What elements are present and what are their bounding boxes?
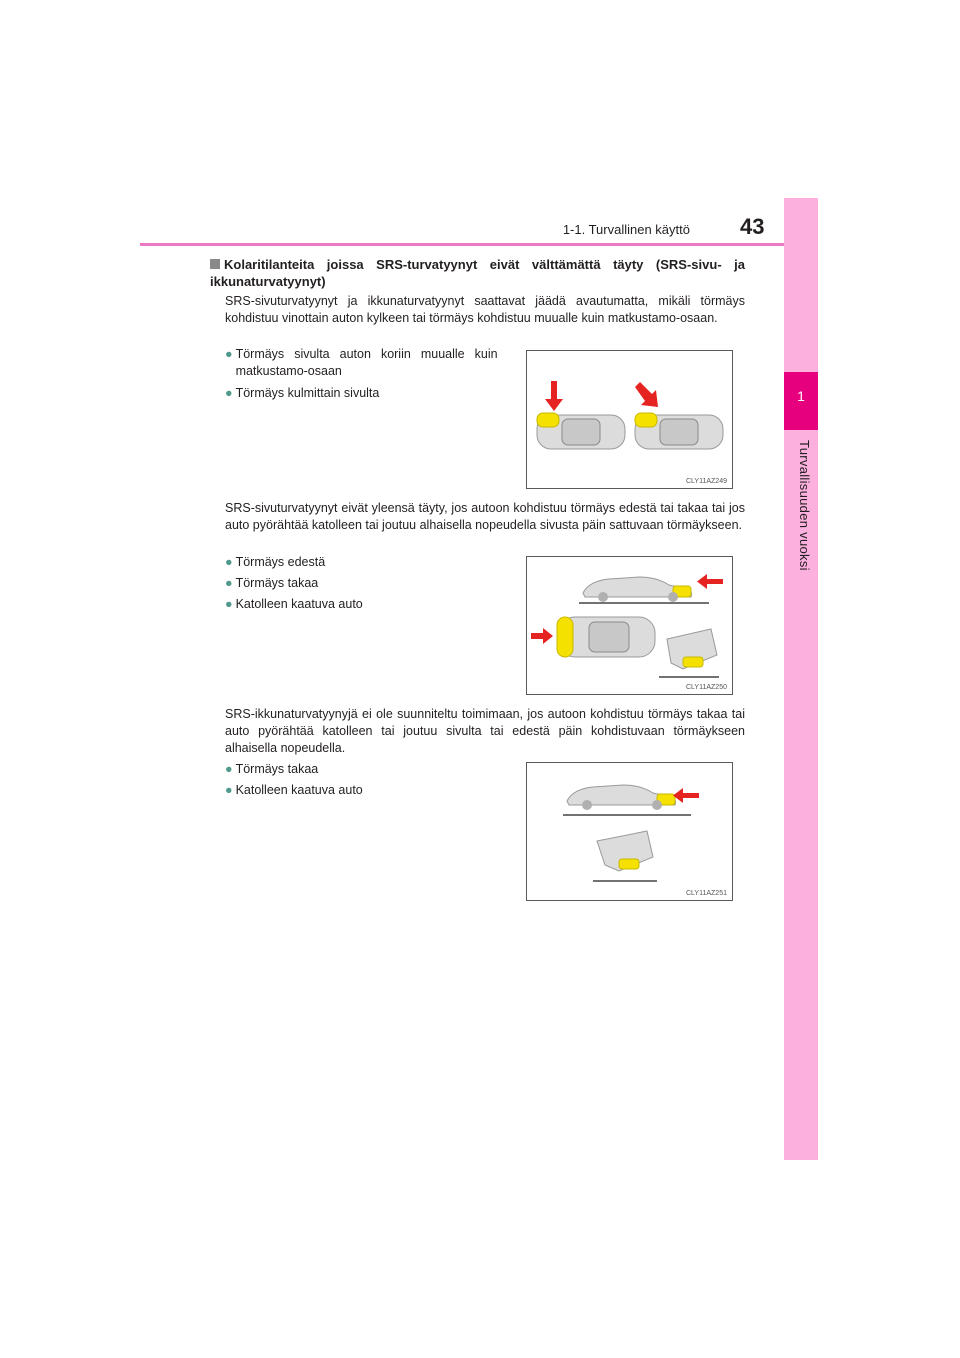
car-side-view xyxy=(579,577,709,603)
impact-arrow-icon xyxy=(545,381,563,411)
car-top-view xyxy=(537,413,625,449)
car-rollover xyxy=(659,629,719,677)
bullet-dot-icon: ● xyxy=(225,783,233,797)
figure-side-impact xyxy=(526,350,733,489)
paragraph-2: SRS-sivuturvatyynyt eivät yleensä täyty, jos autoon kohdistuu törmäys edestä tai takaa tai jos auto pyörähtää katolleen tai joutuu alhaisella nopeudella sivusta päin sattuvaan törmäykseen. xyxy=(225,501,745,532)
impact-arrow-icon xyxy=(673,788,699,803)
impact-arrow-icon xyxy=(531,628,553,644)
chapter-title: Turvallisuuden vuoksi xyxy=(797,440,812,571)
paragraph-3: SRS-ikkunaturvatyynyjä ei ole suunniteltu toimimaan, jos autoon kohdistuu törmäys takaa tai auto pyörähtää katolleen tai joutuu sivulta tai edestä päin kohdistuvaan törmäykseen alhaisella nopeudella. xyxy=(225,707,745,755)
bullet-dot-icon: ● xyxy=(225,555,233,569)
section-heading xyxy=(210,256,745,290)
figure-rear-rollover xyxy=(526,762,733,901)
bullet-dot-icon: ● xyxy=(225,762,233,776)
impact-arrow-icon xyxy=(697,574,723,589)
paragraph-1: SRS-sivuturvatyynyt ja ikkunaturvatyynyt saattavat jäädä avautumatta, mikäli törmäys kohdistuu vinottain auton kylkeen tai törmäys kohdistuu muualle kuin matkustamo-osaan. xyxy=(225,294,745,325)
figure-code: CLY11AZ249 xyxy=(686,478,727,485)
car-top-view xyxy=(557,617,655,657)
chapter-tab-strip xyxy=(784,198,818,1160)
bullet-dot-icon: ● xyxy=(225,386,233,400)
bullet-dot-icon: ● xyxy=(225,576,233,590)
list-item: ● Törmäys takaa xyxy=(225,576,319,590)
list-item: ● Törmäys takaa xyxy=(225,762,319,776)
car-top-view xyxy=(635,413,723,449)
impact-arrow-icon xyxy=(635,382,658,407)
list-item: ● Katolleen kaatuva auto xyxy=(225,597,363,611)
header-divider xyxy=(140,243,818,246)
list-item: ● Törmäys kulmittain sivulta xyxy=(225,386,380,400)
section-heading-text: Kolaritilanteita joissa SRS-turvatyynyt eivät välttämättä täyty (SRS-sivu- ja ikkunaturvatyynyt) xyxy=(210,257,745,289)
section-title: 1-1. Turvallinen käyttö xyxy=(562,222,690,237)
square-bullet-icon xyxy=(210,259,220,269)
list-item: ● Törmäys sivulta auton koriin muualle kuin matkustamo-osaan xyxy=(225,347,498,378)
list-item: ● Katolleen kaatuva auto xyxy=(225,783,363,797)
car-side-view xyxy=(563,785,691,815)
figure-front-rear-rollover xyxy=(526,556,733,695)
bullet-dot-icon: ● xyxy=(225,597,233,611)
bullet-dot-icon: ● xyxy=(225,347,233,361)
chapter-number: 1 xyxy=(797,388,805,404)
figure-code: CLY11AZ250 xyxy=(686,684,727,691)
list-item: ● Törmäys edestä xyxy=(225,555,326,569)
car-rollover xyxy=(593,831,657,881)
figure-code: CLY11AZ251 xyxy=(686,890,727,897)
page-number: 43 xyxy=(740,214,765,239)
